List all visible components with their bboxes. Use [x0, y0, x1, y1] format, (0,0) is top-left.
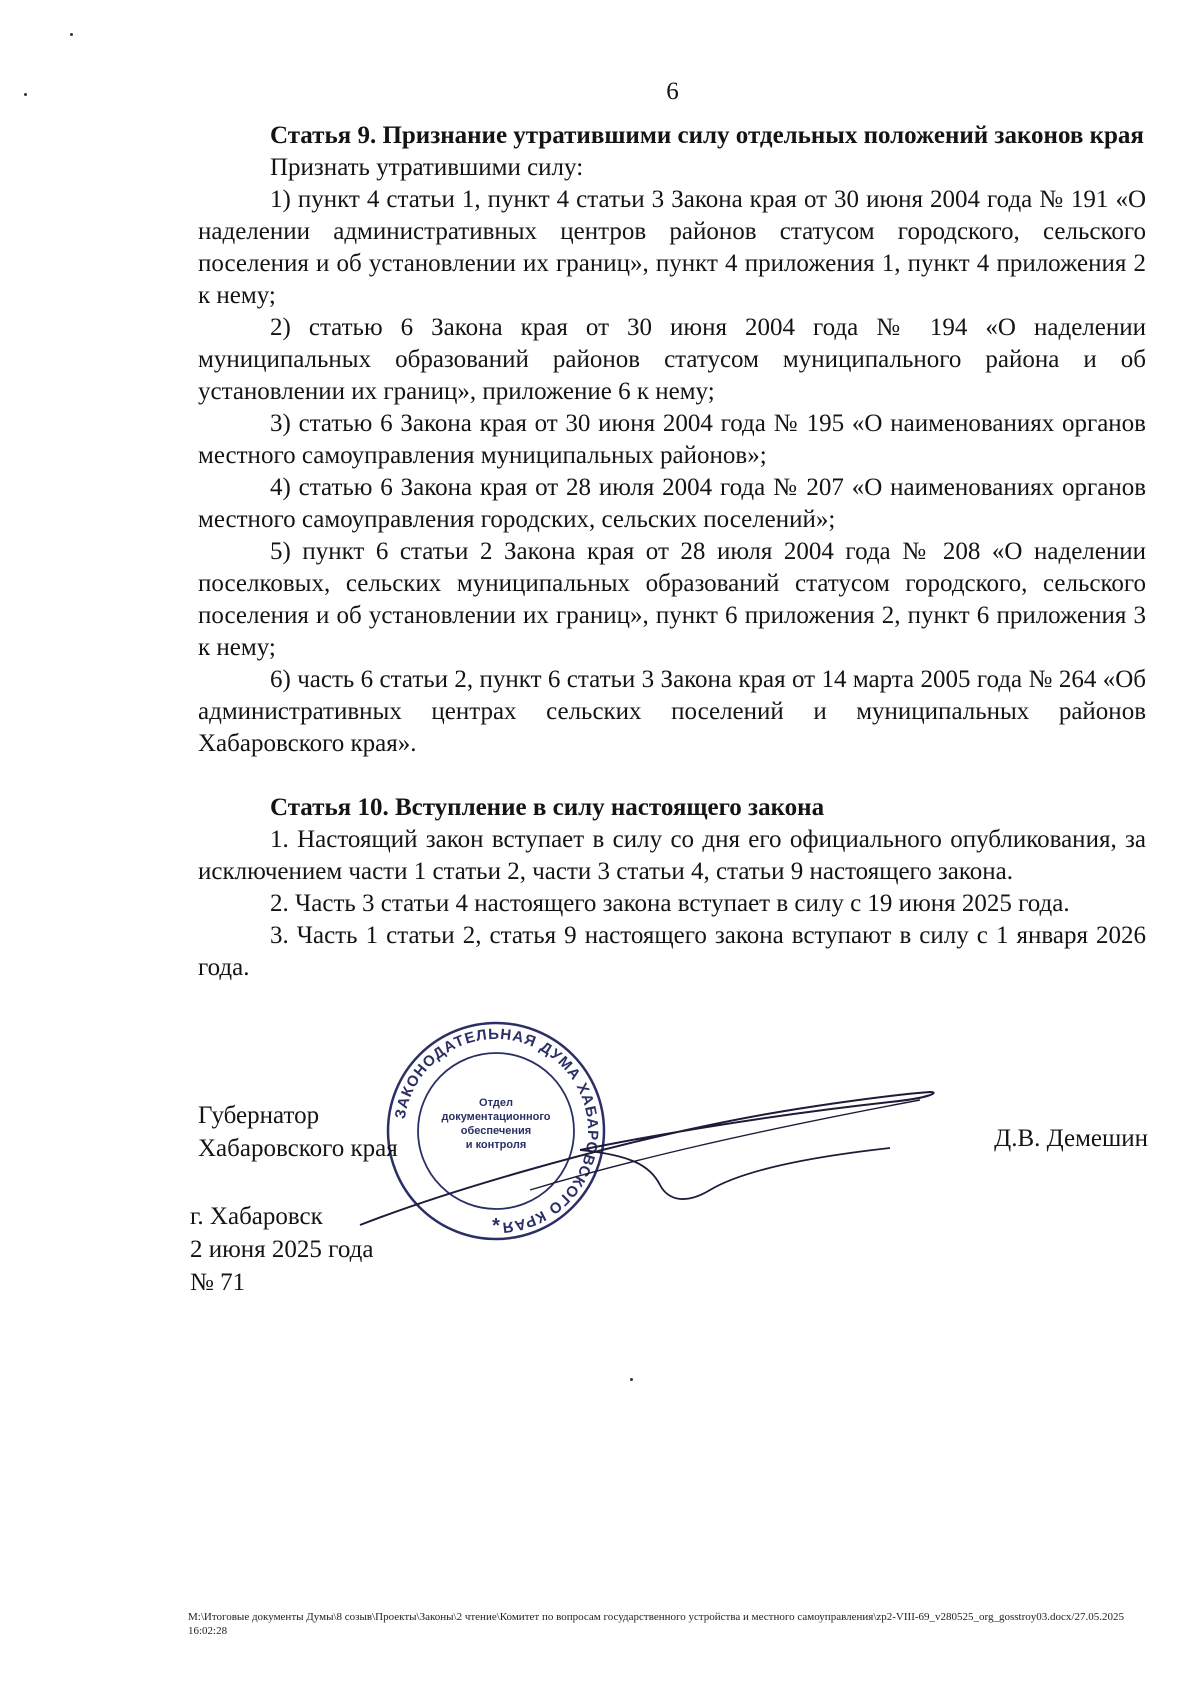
signatory-title: [198, 1099, 398, 1165]
signature-stroke: [530, 1100, 920, 1190]
scan-speck: [70, 33, 73, 36]
date: 2 июня 2025 года: [190, 1236, 374, 1263]
signatory-name: Д.В. Демешин: [994, 1125, 1148, 1152]
scan-speck: [24, 93, 27, 96]
article-10-heading: Статья 10. Вступление в силу настоящего закона: [270, 794, 825, 821]
article-10-item: 2. Часть 3 статьи 4 настоящего закона вступает в силу с 19 июня 2025 года.: [270, 890, 1070, 917]
article-9-item: 5) пункт 6 статьи 2 Закона края от 28 июля 2004 года № 208 «О наделении поселковых, сельских муниципальных образований статусом городского, сельского поселения и об установлении их границ», пункт 6 приложения 2, пункт 6 приложения 3 к нему;: [198, 538, 1146, 661]
handwritten-signature: [330, 1040, 950, 1240]
article-9-intro: Признать утратившими силу:: [270, 154, 584, 181]
page-number: 6: [666, 78, 679, 105]
city: г. Хабаровск: [190, 1203, 323, 1230]
article-10-item: 3. Часть 1 статьи 2, статья 9 настоящего закона вступают в силу с 1 января 2026 года.: [198, 922, 1146, 981]
scan-speck: [630, 1378, 633, 1381]
article-9-item: 2) статью 6 Закона края от 30 июня 2004 года № 194 «О наделении муниципальных образований районов статусом муниципального района и об установлении их границ», приложение 6 к нему;: [198, 314, 1146, 405]
stamp-inner-line: документационного: [441, 1111, 551, 1123]
article-9-item: 6) часть 6 статьи 2, пункт 6 статьи 3 Закона края от 14 марта 2005 года № 264 «Об административных центрах сельских поселений и муниципальных районов Хабаровского края».: [198, 666, 1146, 757]
article-9-item: 1) пункт 4 статьи 1, пункт 4 статьи 3 Закона края от 30 июня 2004 года № 191 «О наделении административных центров районов статусом городского, сельского поселения и об установлении их границ», пункт 4 приложения 1, пункт 4 приложения 2 к нему;: [198, 186, 1146, 309]
stamp-inner-line: и контроля: [465, 1139, 527, 1151]
stamp-star: *: [492, 1215, 500, 1237]
article-10-item: 1. Настоящий закон вступает в силу со дня его официального опубликования, за исключением части 1 статьи 2, части 3 статьи 4, статьи 9 настоящего закона.: [198, 826, 1146, 885]
stamp-outer-text: ЗАКОНОДАТЕЛЬНАЯ ДУМА ХАБАРОВСКОГО КРАЯ: [391, 1025, 602, 1236]
stamp-inner-line: Отдел: [479, 1097, 513, 1109]
article-9: [198, 120, 1146, 760]
article-9-item: 3) статью 6 Закона края от 30 июня 2004 года № 195 «О наименованиях органов местного самоуправления муниципальных районов»;: [198, 410, 1146, 469]
place-date-number: [190, 1200, 373, 1299]
article-9-heading: Статья 9. Признание утратившими силу отдельных положений законов края: [270, 122, 1144, 149]
article-9-item: 4) статью 6 Закона края от 28 июля 2004 года № 207 «О наименованиях органов местного самоуправления городских, сельских поселений»;: [198, 474, 1146, 533]
signature-stroke: [580, 1148, 890, 1199]
stamp-inner-line: обеспечения: [460, 1125, 532, 1137]
footer-file-path: M:\Итоговые документы Думы\8 созыв\Проекты\Законы\2 чтение\Комитет по вопросам государственного устройства и местного самоуправления\zp2-VIII-69_v280525_org_gosstroy03.docx/27.05.2025 16:02:28: [188, 1611, 1124, 1637]
article-10: [198, 792, 1146, 984]
signatory-title-line: Хабаровского края: [198, 1135, 398, 1162]
law-number: № 71: [190, 1269, 246, 1296]
signatory-title-line: Губернатор: [198, 1102, 320, 1129]
